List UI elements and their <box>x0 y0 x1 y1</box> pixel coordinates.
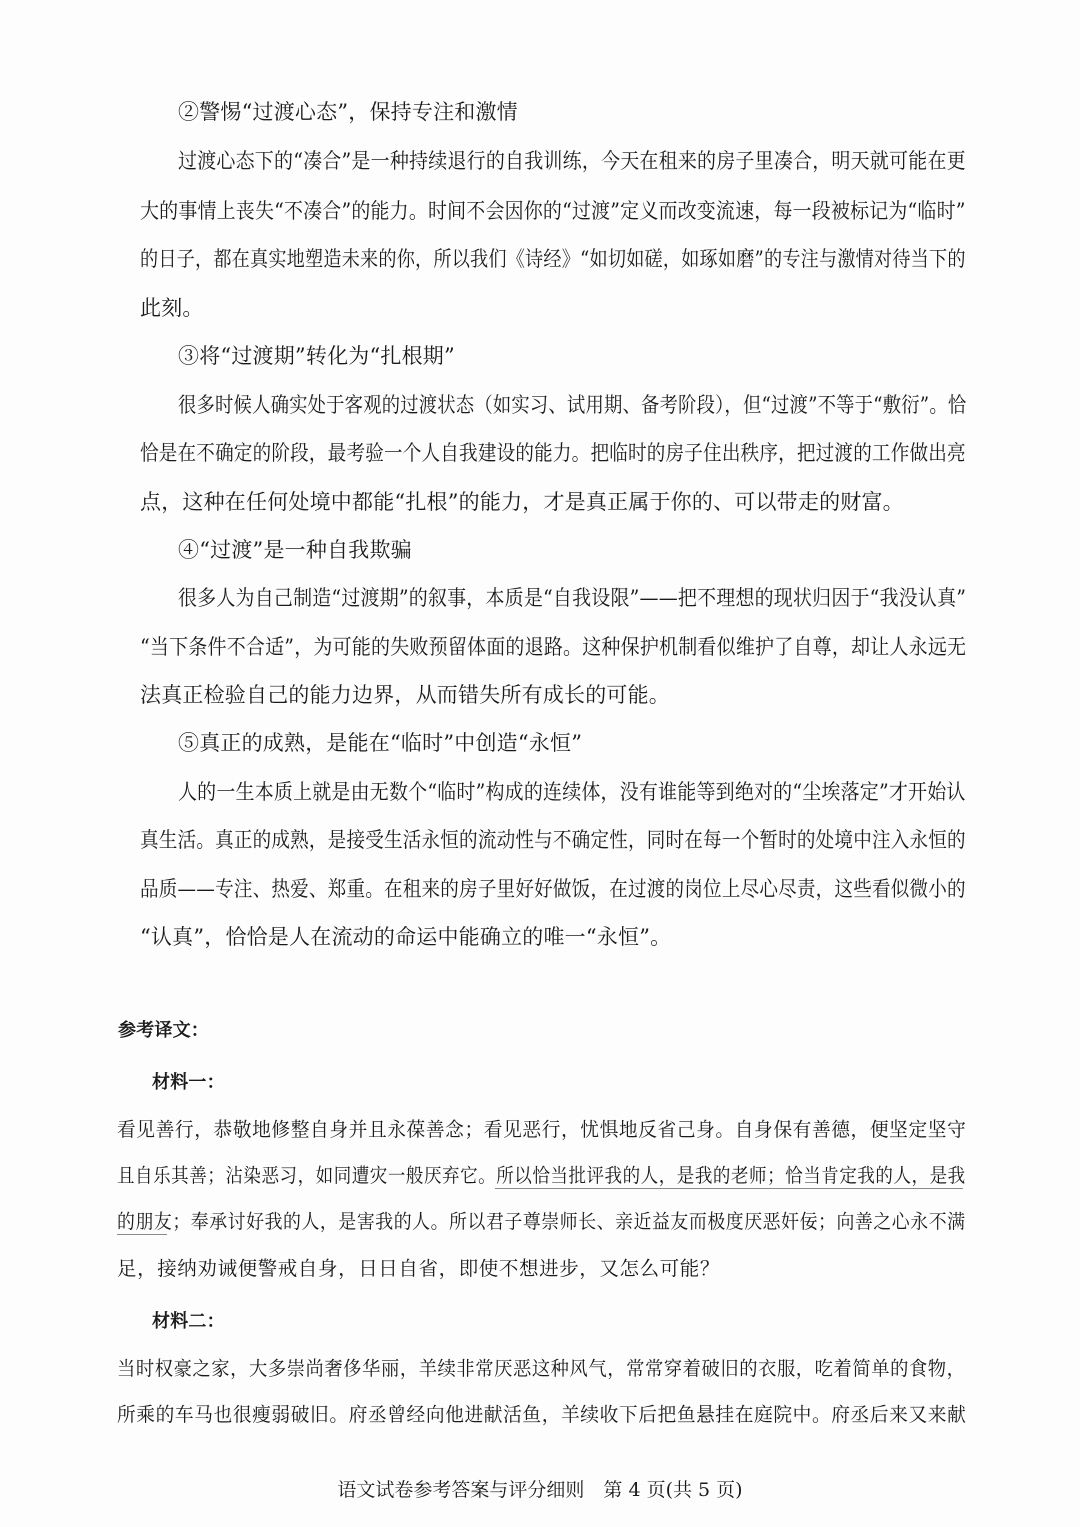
point-3-line: 点，这种在任何处境中都能“扎根”的能力，才是真正属于你的、可以带走的财富。 <box>140 490 904 514</box>
point-2-line: 过渡心态下的“凑合”是一种持续退行的自我训练，今天在租来的房子里凑合，明天就可能在更 <box>178 149 966 173</box>
material-2-label: 材料二： <box>152 1311 225 1332</box>
point-4-heading: ④“过渡”是一种自我欺骗 <box>178 538 412 562</box>
material-1-line: 足，接纳劝诫便警戒自身，日日自省，即使不想进步，又怎么可能？ <box>117 1257 721 1280</box>
translation-title: 参考译文： <box>118 1020 209 1041</box>
underline-mark <box>117 1234 167 1235</box>
material-1-line: 的朋友；奉承讨好我的人，是害我的人。所以君子尊崇师长、亲近益友而极度厌恶奸佞；向善之心永不满 <box>117 1210 966 1233</box>
point-3-heading: ③将“过渡期”转化为“扎根期” <box>178 344 455 368</box>
point-3-line: 很多时候人确实处于客观的过渡状态（如实习、试用期、备考阶段），但“过渡”不等于“敷衍”。恰 <box>178 393 967 417</box>
point-5-line: 品质——专注、热爱、郑重。在租来的房子里好好做饭，在过渡的岗位上尽心尽责，这些看似微小的 <box>140 877 966 901</box>
point-5-line: “认真”，恰恰是人在流动的命运中能确立的唯一“永恒”。 <box>140 925 672 949</box>
point-4-line: “当下条件不合适”，为可能的失败预留体面的退路。这种保护机制看似维护了自尊，却让人永远无 <box>140 635 967 659</box>
point-2-line: 的日子，都在真实地塑造未来的你，所以我们《诗经》“如切如磋，如琢如磨”的专注与激情对待当下的 <box>140 247 966 271</box>
point-2-line: 此刻。 <box>140 296 204 320</box>
point-3-line: 恰是在不确定的阶段，最考验一个人自我建设的能力。把临时的房子住出秩序，把过渡的工作做出亮 <box>140 441 966 465</box>
material-2-line: 所乘的车马也很瘦弱破旧。府丞曾经向他进献活鱼，羊续收下后把鱼悬挂在庭院中。府丞后来又来献 <box>117 1403 967 1426</box>
point-5-line: 真生活。真正的成熟，是接受生活永恒的流动性与不确定性，同时在每一个暂时的处境中注入永恒的 <box>140 828 966 852</box>
material-1-line: 且自乐其善；沾染恶习，如同遭灾一般厌弃它。所以恰当批评我的人，是我的老师；恰当肯定我的人，是我 <box>117 1164 966 1187</box>
point-2-heading: ②警惕“过渡心态”，保持专注和激情 <box>178 100 518 124</box>
point-5-line: 人的一生本质上就是由无数个“临时”构成的连续体，没有谁能等到绝对的“尘埃落定”才开始认 <box>178 780 966 804</box>
point-2-line: 大的事情上丧失“不凑合”的能力。时间不会因你的“过渡”定义而改变流速，每一段被标记为“临时” <box>140 199 966 223</box>
point-4-line: 很多人为自己制造“过渡期”的叙事，本质是“自我设限”——把不理想的现状归因于“我没认真” <box>178 586 967 610</box>
material-2-line: 当时权豪之家，大多崇尚奢侈华丽，羊续非常厌恶这种风气，常常穿着破旧的衣服，吃着简单的食物， <box>117 1357 966 1380</box>
point-5-heading: ⑤真正的成熟，是能在“临时”中创造“永恒” <box>178 731 583 755</box>
material-1-label: 材料一： <box>152 1072 225 1093</box>
page-footer: 语文试卷参考答案与评分细则 第 4 页(共 5 页) <box>337 1479 743 1501</box>
underline-mark <box>495 1188 963 1189</box>
point-4-line: 法真正检验自己的能力边界，从而错失所有成长的可能。 <box>140 683 670 707</box>
material-1-line: 看见善行，恭敬地修整自身并且永葆善念；看见恶行，忧惧地反省己身。自身保有善德，便坚定坚守 <box>117 1118 967 1141</box>
